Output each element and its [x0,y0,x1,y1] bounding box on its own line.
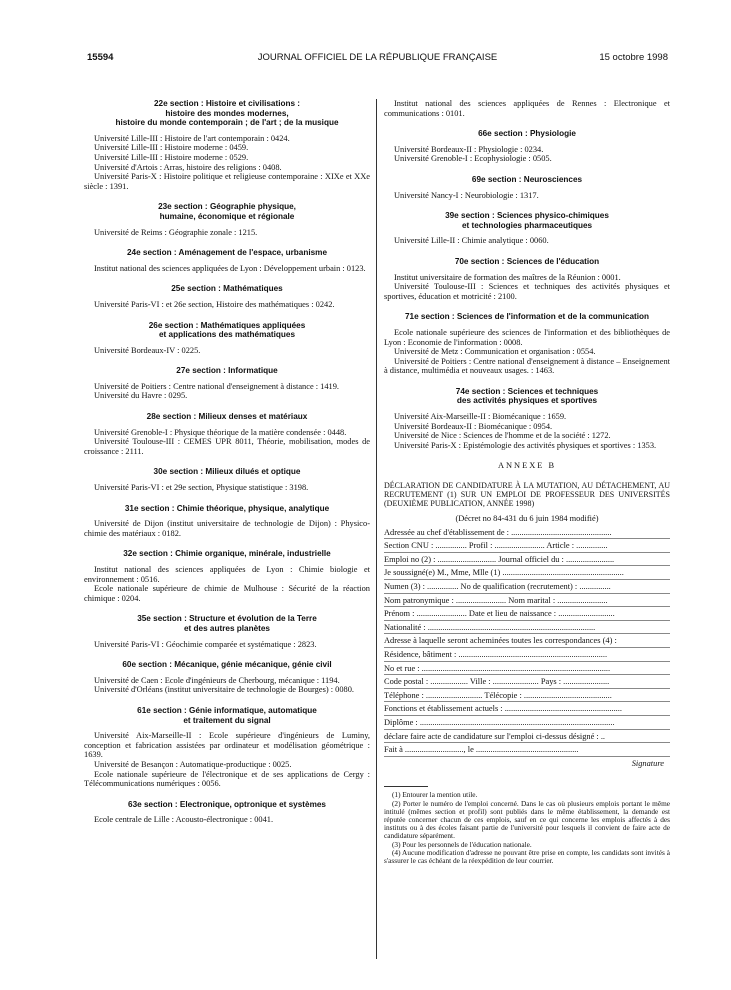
section-heading-line: 23e section : Géographie physique, [158,202,296,212]
section-entry: Institut national des sciences appliquées de Lyon : Chimie biologie et environnement : 0516. [84,565,370,584]
section-heading-line: 24e section : Aménagement de l'espace, urbanisme [126,248,328,258]
section-heading-line: humaine, économique et régionale [159,211,295,221]
section-entry: Université Aix-Marseille-II : Ecole supérieure d'ingénieurs de Luminy, conception et fabrication assistées par ordinateur et modélisation géométrique : 1639. [84,731,370,760]
section-entry: Institut national des sciences appliquées de Lyon : Développement urbain : 0123. [94,263,366,273]
section-entry: Université d'Artois : Arras, histoire des religions : 0408. [94,162,282,172]
section-heading-line: 74e section : Sciences et techniques [455,386,599,396]
form-field-label: Fait à ............................, le ................................................. [384,745,579,755]
journal-title: JOURNAL OFFICIEL DE LA RÉPUBLIQUE FRANÇAISE [257,52,498,63]
form-field-line [384,623,670,635]
publication-date: 15 octobre 1998 [599,52,668,63]
section-entry: Université de Metz : Communication et organisation : 0554. [394,347,596,357]
section-entry: Ecole nationale supérieure des sciences de l'information et des bibliothèques de Lyon : Economie de l'information : 0008. [384,327,670,347]
form-field-label: déclare faire acte de candidature sur l'emploi ci-dessus désigné : .. [384,731,606,741]
form-field-line [384,528,670,540]
section-heading-line: 70e section : Sciences de l'éducation [454,256,600,266]
section-heading [84,549,370,559]
section-block [84,660,370,695]
section-block [84,248,370,273]
section-entry: Université Toulouse-III : Sciences et techniques des activités physiques et sportives, éducation et motricité : 2100. [384,282,670,301]
right-intro-entry: Institut national des sciences appliquées de Rennes : Electronique et communications : 0101. [384,99,670,118]
section-heading-line: et applications des mathématiques [158,330,296,340]
section-block [384,257,670,301]
section-block [84,284,370,309]
section-entry: Université Bordeaux-II : Physiologie : 0234. [394,144,544,154]
section-block [84,321,370,356]
section-entry: Université Aix-Marseille-II : Biomécanique : 1659. [394,412,567,422]
section-block [384,312,670,376]
section-heading-line: histoire du monde contemporain ; de l'art ; de la musique [115,118,339,128]
section-heading-line: 30e section : Milieux dilués et optique [153,467,301,477]
section-entry: Université Lille-III : Histoire moderne : 0459. [94,143,249,153]
form-field-line [384,541,670,553]
section-heading [84,614,370,633]
section-block [84,800,370,825]
form-field-line [384,568,670,580]
decree-reference: (Décret no 84-431 du 6 juin 1984 modifié) [455,514,599,524]
section-heading-line: 22e section : Histoire et civilisations : [153,99,301,108]
section-heading-line: 39e section : Sciences physico-chimiques [445,211,609,221]
section-heading-line: 63e section : Electronique, optronique et systèmes [128,799,326,809]
section-entry: Université Paris-X : Epistémologie des activités physiques et sportives : 1353. [394,440,657,450]
section-entry: Université de Nice : Sciences de l'homme et de la société : 1272. [394,431,611,441]
section-heading-line: 28e section : Milieux denses et matériaux [146,412,308,422]
form-field-line [384,596,670,608]
section-entry: Ecole nationale supérieure de chimie de Mulhouse : Sécurité de la réaction chimique : 0204. [84,584,370,603]
form-field-label: Adressée au chef d'établissement de : ................................................ [384,527,612,537]
form-field-label: Adresse à laquelle seront acheminées toutes les correspondances (4) : [384,636,617,646]
section-heading [384,175,670,185]
form-field-line [384,691,670,703]
page-number: 15594 [87,52,114,63]
form-field-label: No et rue : .......................................................................................... [384,663,611,673]
right-sections [384,129,670,450]
section-heading-line: 66e section : Physiologie [478,129,576,139]
form-field-label: Section CNU : ............... Profil : ........................ Article : ............... [384,541,608,551]
section-entry: Université Nancy-I : Neurobiologie : 1317. [394,190,539,200]
section-entry: Ecole centrale de Lille : Acousto-électronique : 0041. [94,815,274,825]
section-heading-line: 27e section : Informatique [176,366,278,376]
section-heading [384,312,670,322]
section-entry: Université Grenoble-I : Physique théorique de la matière condensée : 0448. [94,427,347,437]
form-field-label: Numen (3) : ............... No de qualification (recrutement) : ............... [384,582,611,591]
form-field-label: Prénom : ........................ Date et lieu de naissance : ........................... [384,609,615,619]
section-heading-line: 35e section : Structure et évolution de la Terre [137,614,317,624]
form-field-line [384,636,670,648]
section-block [384,211,670,246]
footnote: (3) Pour les personnels de l'éducation nationale. [392,839,532,849]
section-heading-line: des activités physiques et sportives [456,396,598,406]
section-block [384,175,670,200]
section-heading [384,129,670,139]
section-heading [384,257,670,267]
form-field-label: Téléphone : ........................... Télécopie : .......................................... [384,690,612,700]
section-heading [84,321,370,340]
section-heading [384,211,670,230]
section-heading [84,504,370,514]
section-heading [84,467,370,477]
section-entry: Université Lille-III : Histoire moderne : 0529. [94,152,249,162]
section-heading-line: 26e section : Mathématiques appliquées [148,320,306,330]
form-field-line [384,677,670,689]
declaration-title: DÉCLARATION DE CANDIDATURE À LA MUTATION, AU DÉTACHEMENT, AU RECRUTEMENT (1) SUR UN EMPLOI DE PROFESSEUR DES UNIVERSITÉS (DEUXIÈME PUBLICATION, ANNÉE 1998) [384,481,670,509]
form-field-label: Diplôme : ............................................................................................. [384,717,615,727]
form-field-label: Je soussigné(e) M., Mme, Mlle (1) .......................................................... [384,568,624,578]
form-field-label: Résidence, bâtiment : ....................................................................... [384,649,608,659]
section-entry: Université de Poitiers : Centre national d'enseignement à distance : 1419. [94,381,340,391]
section-heading-line: et technologies pharmaceutiques [461,220,593,230]
form-field-line [384,745,670,757]
page-header [87,52,668,66]
section-entry: Université Lille-II : Chimie analytique : 0060. [394,236,549,246]
section-entry: Université Paris-VI : Géochimie comparée et systématique : 2823. [94,639,317,649]
form-field-line [384,718,670,730]
annex-title: ANNEXE B [497,461,557,471]
section-block [84,467,370,492]
section-block [84,614,370,649]
section-entry: Université Bordeaux-II : Biomécanique : 0954. [394,421,553,431]
section-entry: Université de Reims : Géographie zonale : 1215. [94,227,258,237]
section-heading [84,99,370,128]
signature-label: Signature [631,758,664,768]
section-block [384,387,670,451]
candidature-form [384,528,670,757]
form-field-line [384,582,670,594]
section-entry: Université Paris-VI : et 29e section, Physique statistique : 3198. [94,483,309,493]
left-column [84,99,370,836]
form-field-label: Nationalité : ................................................................................ [384,622,596,632]
section-entry: Université de Poitiers : Centre national d'enseignement à distance – Enseignement à distance, multimédia et nouveaux usages. : 1463. [384,356,670,376]
form-field-label: Emploi no (2) : ............................ Journal officiel du : ....................... [384,554,615,564]
section-heading-line: 71e section : Sciences de l'information et de la communication [405,312,649,322]
section-block [84,366,370,401]
section-heading-line: et traitement du signal [183,715,271,725]
form-field-line [384,609,670,621]
section-heading-line: 60e section : Mécanique, génie mécanique, génie civil [122,660,332,670]
section-heading [84,660,370,670]
form-field-label: Code postal : .................. Ville : ...................... Pays : ...................... [384,677,610,687]
section-entry: Université Grenoble-I : Ecophysiologie : 0505. [394,154,552,164]
section-heading [84,248,370,258]
form-field-label: Nom patronymique : ........................ Nom marital : ........................ [384,595,608,605]
section-heading [84,202,370,221]
section-entry: Université de Dijon (institut universitaire de technologie de Dijon) : Physico-chimie des matériaux : 0182. [84,519,370,538]
section-heading [84,706,370,725]
form-field-line [384,664,670,676]
section-block [84,504,370,539]
section-entry: Institut universitaire de formation des maîtres de la Réunion : 0001. [394,272,621,282]
section-entry: Université du Havre : 0295. [94,391,188,401]
footnote-rule [384,786,428,787]
section-heading-line: et des autres planètes [183,623,270,633]
section-heading-line: histoire des mondes modernes, [165,108,289,118]
section-heading [84,412,370,422]
section-block [84,202,370,237]
section-heading-line: 69e section : Neurosciences [471,174,583,184]
form-field-line [384,555,670,567]
section-block [84,99,370,191]
footnote: (1) Entourer la mention utile. [392,790,478,800]
form-field-label: Fonctions et établissement actuels : ........................................................ [384,704,622,714]
footnote: (2) Porter le numéro de l'emploi concerné. Dans le cas où plusieurs emplois portant le même intitulé (mêmes section et profil) sont publiés dans le même établissement, la demande est réputée concerner chacun de ces emplois, sauf en ce qui concerne les emplois affectés à des instituts ou à des écoles faisant partie de l'université pour lesquels il convient de faire acte de candidature séparément. [384,798,670,841]
section-heading-line: 25e section : Mathématiques [171,284,283,294]
section-entry: Université Lille-III : Histoire de l'art contemporain : 0424. [94,133,290,143]
section-block [84,706,370,789]
right-column [384,99,670,865]
section-entry: Université Bordeaux-IV : 0225. [94,345,201,355]
section-entry: Université de Besançon : Automatique-productique : 0025. [94,759,292,769]
section-heading [84,800,370,810]
section-heading [84,284,370,294]
section-heading-line: 61e section : Génie informatique, automatique [137,705,317,715]
section-block [84,549,370,603]
section-heading-line: 32e section : Chimie organique, minérale, industrielle [123,549,331,559]
form-field-line [384,704,670,716]
section-entry: Université d'Orléans (institut universitaire de technologie de Bourges) : 0080. [94,685,354,695]
form-field-line [384,732,670,744]
section-heading-line: 31e section : Chimie théorique, physique, analytique [124,503,330,513]
footnotes [384,791,670,865]
form-field-line [384,650,670,662]
section-block [84,412,370,456]
section-entry: Université Paris-VI : et 26e section, Histoire des mathématiques : 0242. [94,299,335,309]
section-block [384,129,670,164]
section-entry: Ecole nationale supérieure de l'électronique et de ses applications de Cergy : Télécommunications numériques : 0056. [84,769,370,789]
section-entry: Université Paris-X : Histoire politique et religieuse contemporaine : XIXe et XXe siècle : 1391. [84,172,370,191]
section-heading [384,387,670,406]
column-divider [376,99,377,959]
footnote: (4) Aucune modification d'adresse ne pouvant être prise en compte, les candidats sont invités à s'assurer le cas échéant de la réexpédition de leur courrier. [384,847,670,865]
section-entry: Université Toulouse-III : CEMES UPR 8011, Théorie, mobilisation, modes de croissance : 2111. [84,437,370,456]
section-heading [84,366,370,376]
section-entry: Université de Caen : Ecole d'ingénieurs de Cherbourg, mécanique : 1194. [94,675,340,685]
